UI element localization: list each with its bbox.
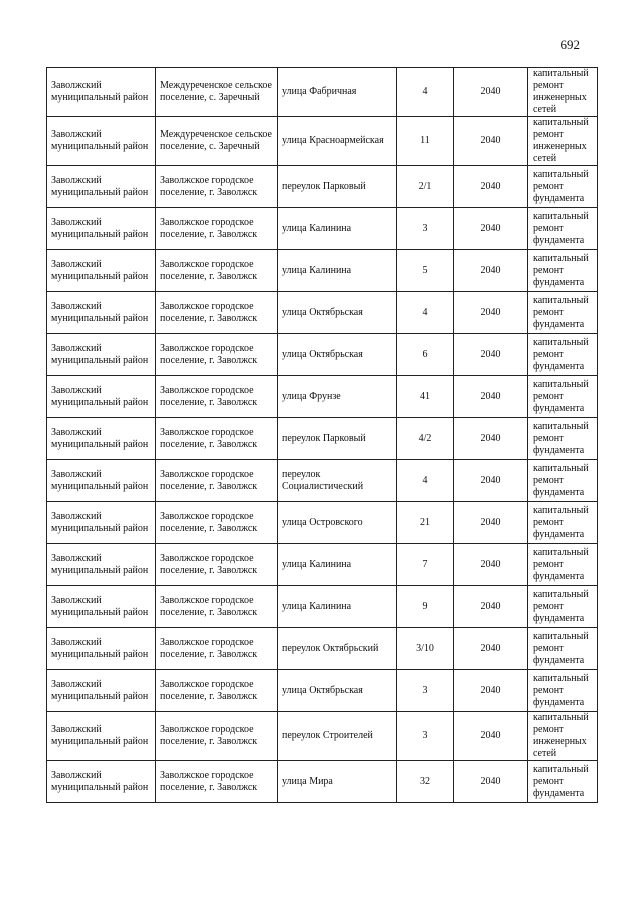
house-number-cell: 32: [397, 761, 454, 803]
district-cell: Заволжский муниципальный район: [47, 544, 156, 586]
district-cell: Заволжский муниципальный район: [47, 166, 156, 208]
table-row: [47, 502, 598, 544]
house-number-cell: 4: [397, 292, 454, 334]
repair-year-cell: 2040: [454, 117, 528, 166]
table-row: [47, 68, 598, 117]
settlement-cell: Заволжское городское поселение, г. Заволжск: [156, 334, 278, 376]
repair-year-cell: 2040: [454, 68, 528, 117]
table-row: [47, 670, 598, 712]
repair-year-cell: 2040: [454, 418, 528, 460]
settlement-cell: Междуреченское сельское поселение, с. Заречный: [156, 117, 278, 166]
repair-year-cell: 2040: [454, 250, 528, 292]
table-row: [47, 292, 598, 334]
repair-year-cell: 2040: [454, 208, 528, 250]
district-cell: Заволжский муниципальный район: [47, 68, 156, 117]
district-cell: Заволжский муниципальный район: [47, 460, 156, 502]
district-cell: Заволжский муниципальный район: [47, 208, 156, 250]
house-number-cell: 3: [397, 670, 454, 712]
repair-year-cell: 2040: [454, 166, 528, 208]
house-number-cell: 3: [397, 208, 454, 250]
street-cell: улица Фрунзе: [278, 376, 397, 418]
repair-year-cell: 2040: [454, 376, 528, 418]
district-cell: Заволжский муниципальный район: [47, 334, 156, 376]
table-row: [47, 418, 598, 460]
street-cell: переулок Строителей: [278, 712, 397, 761]
street-cell: переулок Парковый: [278, 418, 397, 460]
work-type-cell: капитальный ремонт фундамента: [528, 544, 598, 586]
repair-year-cell: 2040: [454, 292, 528, 334]
work-type-cell: капитальный ремонт инженерных сетей: [528, 117, 598, 166]
settlement-cell: Заволжское городское поселение, г. Заволжск: [156, 166, 278, 208]
work-type-cell: капитальный ремонт фундамента: [528, 460, 598, 502]
house-number-cell: 4/2: [397, 418, 454, 460]
table-row: [47, 628, 598, 670]
table-row: [47, 586, 598, 628]
table-row: [47, 376, 598, 418]
table-row: [47, 712, 598, 761]
repair-year-cell: 2040: [454, 712, 528, 761]
street-cell: переулок Парковый: [278, 166, 397, 208]
settlement-cell: Заволжское городское поселение, г. Заволжск: [156, 544, 278, 586]
street-cell: переулок Социалистический: [278, 460, 397, 502]
settlement-cell: Заволжское городское поселение, г. Заволжск: [156, 208, 278, 250]
settlement-cell: Заволжское городское поселение, г. Заволжск: [156, 712, 278, 761]
district-cell: Заволжский муниципальный район: [47, 292, 156, 334]
work-type-cell: капитальный ремонт фундамента: [528, 586, 598, 628]
work-type-cell: капитальный ремонт фундамента: [528, 376, 598, 418]
district-cell: Заволжский муниципальный район: [47, 670, 156, 712]
repair-year-cell: 2040: [454, 761, 528, 803]
table-row: [47, 208, 598, 250]
house-number-cell: 9: [397, 586, 454, 628]
district-cell: Заволжский муниципальный район: [47, 628, 156, 670]
work-type-cell: капитальный ремонт фундамента: [528, 292, 598, 334]
house-number-cell: 5: [397, 250, 454, 292]
street-cell: улица Калинина: [278, 208, 397, 250]
housing-repair-table: [46, 67, 598, 803]
district-cell: Заволжский муниципальный район: [47, 586, 156, 628]
settlement-cell: Междуреченское сельское поселение, с. Заречный: [156, 68, 278, 117]
repair-year-cell: 2040: [454, 460, 528, 502]
settlement-cell: Заволжское городское поселение, г. Заволжск: [156, 250, 278, 292]
repair-year-cell: 2040: [454, 628, 528, 670]
house-number-cell: 41: [397, 376, 454, 418]
work-type-cell: капитальный ремонт фундамента: [528, 166, 598, 208]
street-cell: улица Октябрьская: [278, 670, 397, 712]
repair-year-cell: 2040: [454, 670, 528, 712]
settlement-cell: Заволжское городское поселение, г. Заволжск: [156, 761, 278, 803]
settlement-cell: Заволжское городское поселение, г. Заволжск: [156, 418, 278, 460]
repair-year-cell: 2040: [454, 334, 528, 376]
table-row: [47, 117, 598, 166]
house-number-cell: 21: [397, 502, 454, 544]
work-type-cell: капитальный ремонт фундамента: [528, 761, 598, 803]
street-cell: улица Фабричная: [278, 68, 397, 117]
house-number-cell: 4: [397, 460, 454, 502]
district-cell: Заволжский муниципальный район: [47, 712, 156, 761]
table-row: [47, 166, 598, 208]
table-row: [47, 250, 598, 292]
settlement-cell: Заволжское городское поселение, г. Заволжск: [156, 586, 278, 628]
street-cell: улица Калинина: [278, 544, 397, 586]
table-row: [47, 460, 598, 502]
repair-year-cell: 2040: [454, 502, 528, 544]
work-type-cell: капитальный ремонт фундамента: [528, 502, 598, 544]
work-type-cell: капитальный ремонт инженерных сетей: [528, 712, 598, 761]
work-type-cell: капитальный ремонт инженерных сетей: [528, 68, 598, 117]
table-row: [47, 544, 598, 586]
repair-year-cell: 2040: [454, 544, 528, 586]
street-cell: улица Октябрьская: [278, 334, 397, 376]
district-cell: Заволжский муниципальный район: [47, 418, 156, 460]
work-type-cell: капитальный ремонт фундамента: [528, 334, 598, 376]
street-cell: улица Калинина: [278, 250, 397, 292]
street-cell: улица Островского: [278, 502, 397, 544]
house-number-cell: 3: [397, 712, 454, 761]
district-cell: Заволжский муниципальный район: [47, 117, 156, 166]
work-type-cell: капитальный ремонт фундамента: [528, 208, 598, 250]
street-cell: переулок Октябрьский: [278, 628, 397, 670]
work-type-cell: капитальный ремонт фундамента: [528, 250, 598, 292]
settlement-cell: Заволжское городское поселение, г. Заволжск: [156, 460, 278, 502]
district-cell: Заволжский муниципальный район: [47, 376, 156, 418]
district-cell: Заволжский муниципальный район: [47, 502, 156, 544]
house-number-cell: 6: [397, 334, 454, 376]
street-cell: улица Мира: [278, 761, 397, 803]
work-type-cell: капитальный ремонт фундамента: [528, 418, 598, 460]
work-type-cell: капитальный ремонт фундамента: [528, 670, 598, 712]
table-row: [47, 761, 598, 803]
table-body: [47, 68, 598, 803]
house-number-cell: 4: [397, 68, 454, 117]
page-number: 692: [560, 37, 580, 52]
street-cell: улица Красноармейская: [278, 117, 397, 166]
work-type-cell: капитальный ремонт фундамента: [528, 628, 598, 670]
settlement-cell: Заволжское городское поселение, г. Заволжск: [156, 502, 278, 544]
house-number-cell: 11: [397, 117, 454, 166]
house-number-cell: 3/10: [397, 628, 454, 670]
street-cell: улица Октябрьская: [278, 292, 397, 334]
district-cell: Заволжский муниципальный район: [47, 250, 156, 292]
table-row: [47, 334, 598, 376]
house-number-cell: 7: [397, 544, 454, 586]
settlement-cell: Заволжское городское поселение, г. Заволжск: [156, 628, 278, 670]
street-cell: улица Калинина: [278, 586, 397, 628]
settlement-cell: Заволжское городское поселение, г. Заволжск: [156, 292, 278, 334]
settlement-cell: Заволжское городское поселение, г. Заволжск: [156, 670, 278, 712]
district-cell: Заволжский муниципальный район: [47, 761, 156, 803]
settlement-cell: Заволжское городское поселение, г. Заволжск: [156, 376, 278, 418]
repair-year-cell: 2040: [454, 586, 528, 628]
house-number-cell: 2/1: [397, 166, 454, 208]
